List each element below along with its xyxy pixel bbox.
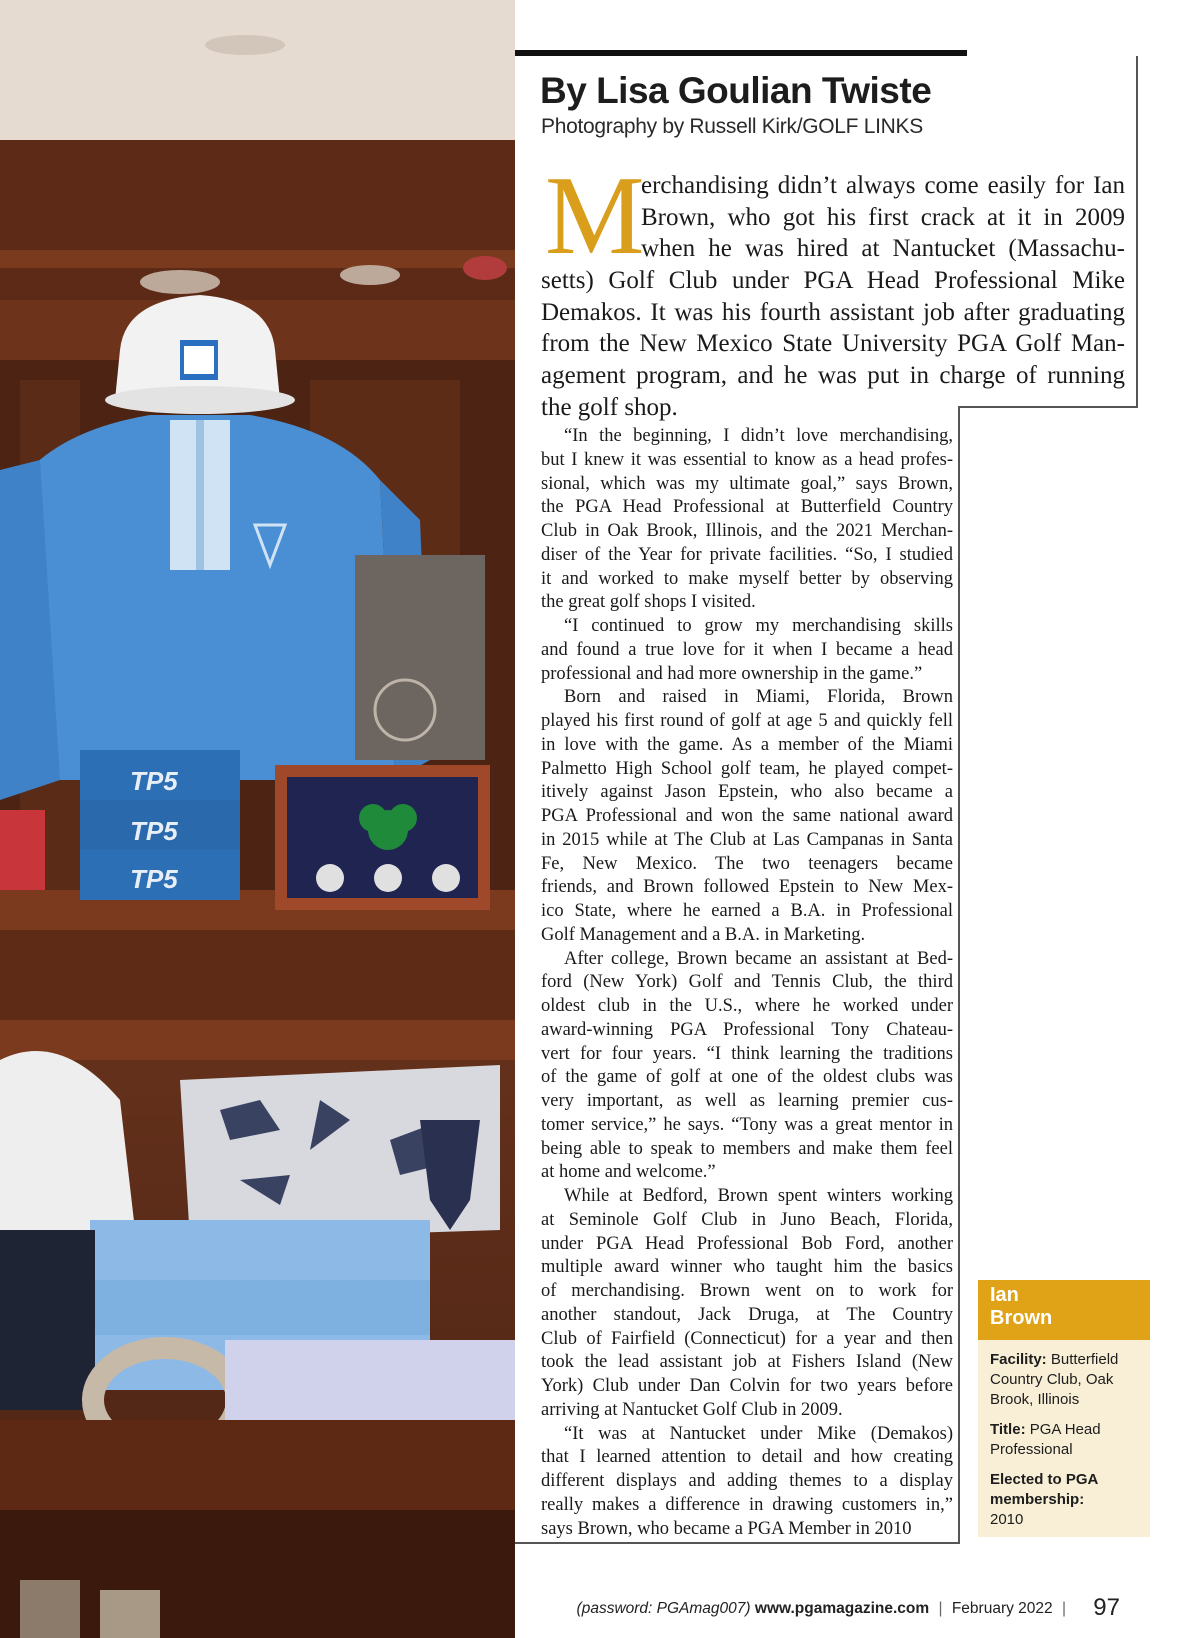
body-line: vert for four years. “I think learning the traditions — [541, 1043, 953, 1064]
body-line: sional, which was my ultimate goal,” says Brown, — [541, 473, 953, 494]
body-line: Palmetto High School golf team, he played compet- — [541, 758, 953, 779]
body-line: After college, Brown became an assistant at Bed- — [564, 948, 953, 969]
body-line: “In the beginning, I didn’t love merchandising, — [564, 426, 953, 446]
body-line: tomer service,” he says. “Tony was a great mentor in — [541, 1114, 953, 1135]
svg-text:TP5: TP5 — [130, 816, 178, 846]
body-line: professional and had more ownership in the game.” — [541, 663, 923, 684]
body-line: under PGA Head Professional Bob Ford, another — [541, 1233, 953, 1254]
lead-line: agement program, and he was put in charge of running — [541, 362, 1125, 390]
body-line: While at Bedford, Brown spent winters working — [564, 1186, 953, 1206]
facility-label: Facility: — [990, 1351, 1047, 1368]
facility-value: Butterfield Country Club, Oak Brook, Illinois — [990, 1351, 1119, 1408]
body-line: it and worked to make myself better by observing — [541, 568, 953, 589]
body-line: Fe, New Mexico. The two teenagers became — [541, 853, 953, 874]
password-note: (password: PGAmag007) — [576, 1600, 751, 1617]
svg-text:TP5: TP5 — [130, 766, 178, 796]
body-line: Born and raised in Miami, Florida, Brown — [564, 687, 953, 708]
body-line: that I learned attention to detail and how creating — [541, 1447, 953, 1468]
byline: By Lisa Goulian Twiste — [540, 70, 932, 111]
elected-row — [990, 1470, 1142, 1530]
elected-label: Elected to PGA membership: — [990, 1471, 1098, 1508]
body-line: really makes a difference in drawing customers in,” — [541, 1494, 953, 1515]
page-footer — [577, 1594, 1120, 1622]
profile-name-first: Ian — [990, 1284, 1019, 1306]
body-line: being able to speak to members and make them feel — [541, 1138, 953, 1159]
body-line: itively against Jason Epstein, who also became a — [541, 782, 953, 803]
body-line: oldest club in the U.S., where he worked under — [541, 996, 953, 1016]
lead-line: from the New Mexico State University PGA Golf Man- — [541, 330, 1125, 358]
body-line: another standout, Jack Druga, at The Country — [541, 1304, 953, 1325]
body-line: Club in Oak Brook, Illinois, and the 2021 Merchan- — [541, 521, 953, 541]
pro-shop-photo — [0, 0, 515, 1638]
body-line: PGA Professional and won the same national award — [541, 806, 953, 826]
body-line: took the lead assistant job at Fishers Island (New — [541, 1352, 953, 1373]
body-line: “It was at Nantucket under Mike (Demakos) — [564, 1423, 953, 1444]
lead-paragraph — [541, 170, 1125, 424]
body-line: Golf Management and a B.A. in Marketing. — [541, 924, 866, 945]
footer-separator-2: | — [1061, 1600, 1066, 1617]
lead-line: erchandising didn’t always come easily for Ian — [641, 172, 1125, 199]
footer-separator: | — [938, 1600, 943, 1617]
pro-shop-photo-illustration — [0, 0, 515, 1638]
body-line: Club of Fairfield (Connecticut) for a year and then — [541, 1328, 953, 1349]
page-number: 97 — [1093, 1594, 1120, 1621]
profile-sidebar-header — [978, 1280, 1150, 1340]
lead-line: Brown, who got his first crack at it in 2009 — [641, 203, 1125, 231]
lead-line: when he was hired at Nantucket (Massachu- — [641, 235, 1125, 263]
body-line: of the game of golf at one of the oldest clubs was — [541, 1067, 953, 1088]
body-line: and found a true love for it when I became a head — [541, 639, 953, 660]
lead-line: setts) Golf Club under PGA Head Professional Mike — [541, 267, 1125, 295]
profile-sidebar-details — [978, 1340, 1150, 1537]
lead-line: the golf shop. — [541, 393, 678, 421]
article-body — [541, 425, 953, 1541]
body-line: “I continued to grow my merchandising skills — [564, 616, 953, 636]
body-line: ford (New York) Golf and Tennis Club, the third — [541, 972, 953, 993]
body-line: very important, as well as learning premier cus- — [541, 1091, 953, 1111]
body-line: diser of the Year for private facilities. “So, I studied — [541, 544, 953, 565]
issue-date: February 2022 — [951, 1600, 1053, 1617]
body-line: award-winning PGA Professional Tony Chateau- — [541, 1019, 953, 1040]
title-value: PGA Head Professional — [990, 1421, 1101, 1458]
body-line: played his first round of golf at age 5 and quickly fell — [541, 711, 953, 731]
body-line: at home and welcome.” — [541, 1162, 716, 1183]
body-line: different displays and adding themes to a display — [541, 1471, 953, 1491]
body-line: in love with the game. As a member of the Miami — [541, 734, 953, 755]
photo-credit: Photography by Russell Kirk/GOLF LINKS — [541, 115, 923, 138]
title-row — [990, 1420, 1142, 1460]
drop-cap: M — [545, 154, 645, 278]
body-line: but I knew it was essential to know as a head profes- — [541, 449, 953, 470]
body-line: in 2015 while at The Club at Las Campanas in Santa — [541, 829, 953, 850]
profile-name-last: Brown — [990, 1307, 1053, 1329]
body-line: says Brown, who became a PGA Member in 2010 — [541, 1518, 912, 1539]
body-line: friends, and Brown followed Epstein to New Mex- — [541, 877, 953, 898]
body-line: arriving at Nantucket Golf Club in 2009. — [541, 1399, 843, 1420]
body-line: the PGA Head Professional at Butterfield Country — [541, 497, 953, 518]
body-line: the great golf shops I visited. — [541, 592, 756, 613]
facility-row — [990, 1350, 1142, 1410]
body-line: multiple award winner who taught him the basics — [541, 1257, 953, 1278]
body-line: of merchandising. Brown went on to work for — [541, 1281, 953, 1301]
body-line: ico State, where he earned a B.A. in Professional — [541, 901, 953, 921]
website-link[interactable]: www.pgamagazine.com — [754, 1600, 930, 1617]
lead-line: Demakos. It was his fourth assistant job after graduating — [541, 298, 1125, 326]
body-line: at Seminole Golf Club in Juno Beach, Florida, — [541, 1209, 953, 1230]
title-label: Title: — [990, 1421, 1026, 1438]
elected-value: 2010 — [990, 1511, 1024, 1528]
body-line: York) Club under Dan Colvin for two years before — [541, 1376, 953, 1396]
svg-text:TP5: TP5 — [130, 864, 178, 894]
